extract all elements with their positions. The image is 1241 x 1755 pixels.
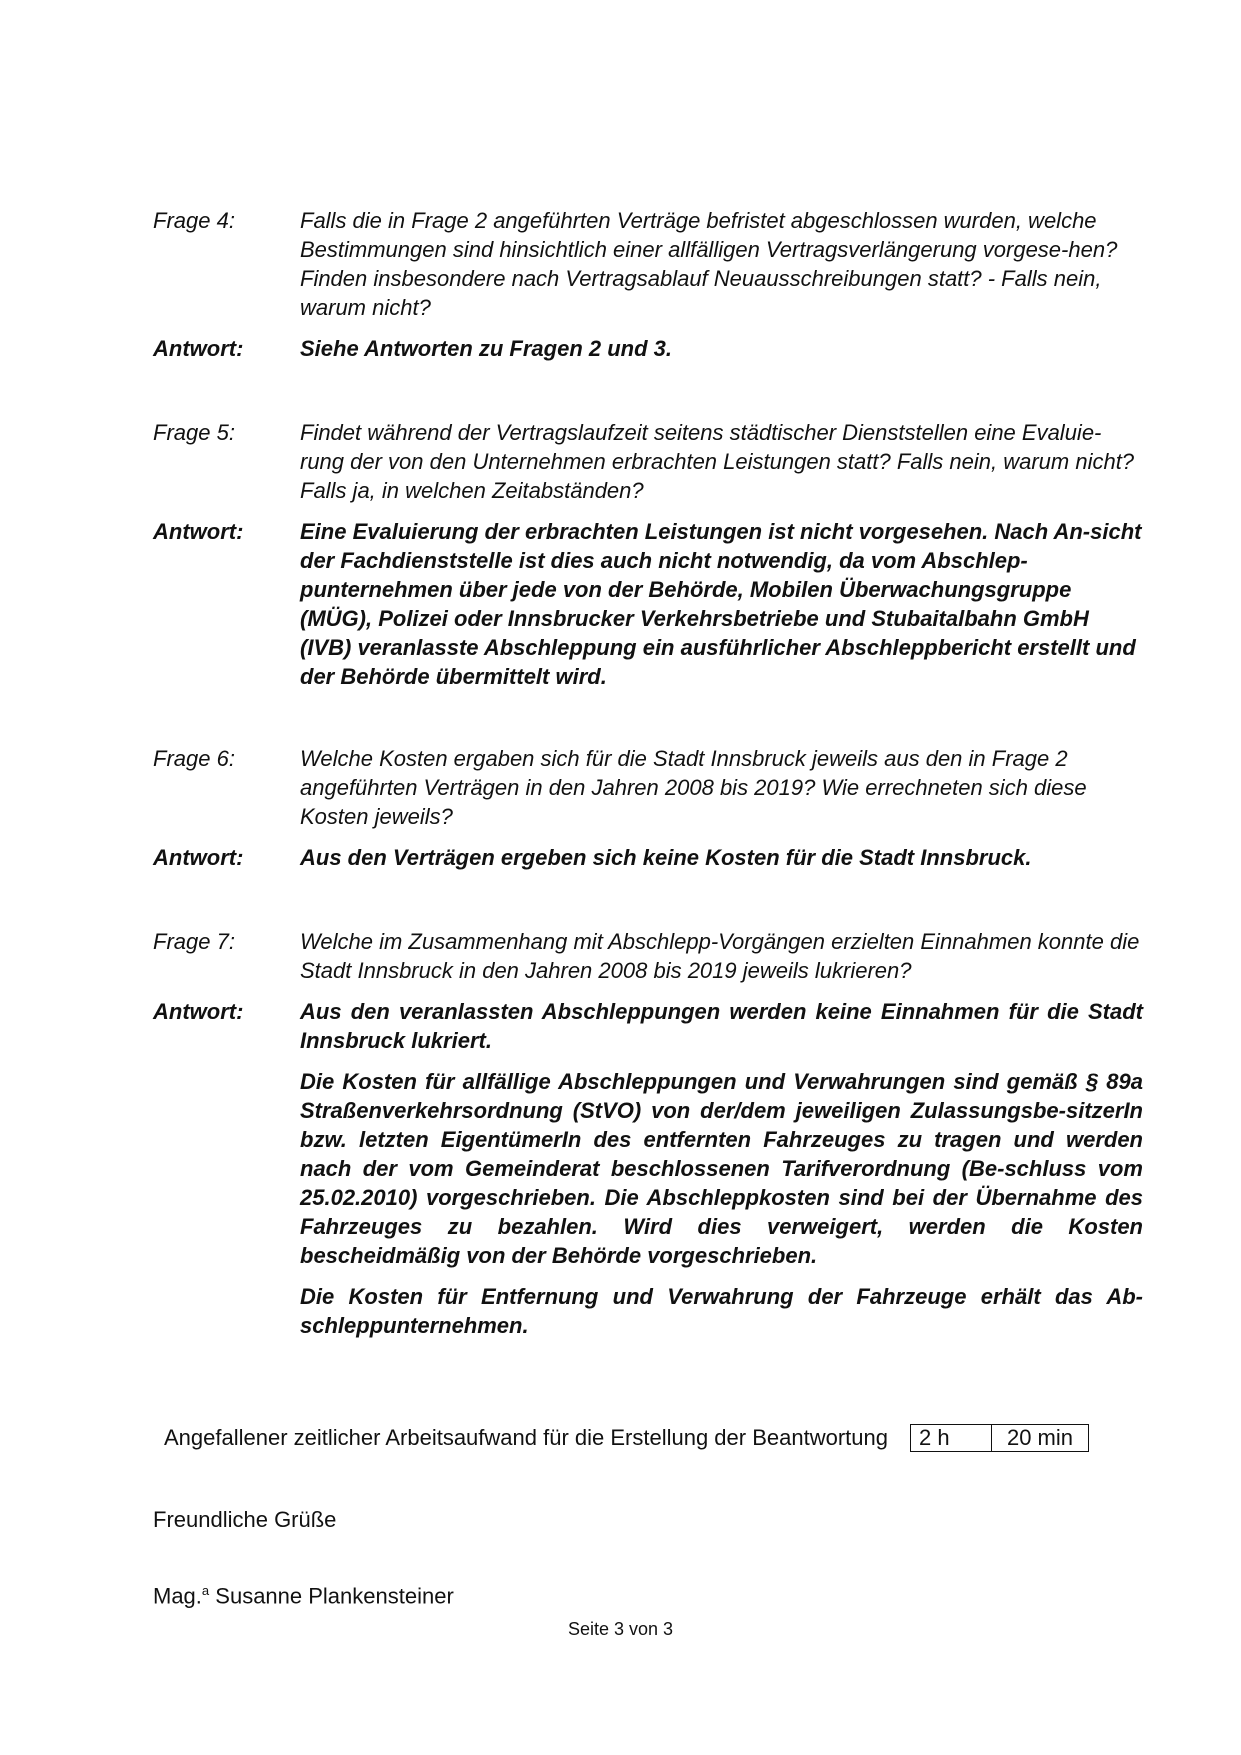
question-block-6 bbox=[153, 744, 1143, 884]
answer-row bbox=[153, 334, 1143, 375]
closing-greeting: Freundliche Grüße bbox=[153, 1507, 337, 1532]
question-text: Welche im Zusammenhang mit Abschlepp-Vorgängen erzielten Einnahmen konnte die Stadt Innsbruck in den Jahren 2008 bis 2019 jeweils lukrieren? bbox=[300, 929, 1140, 983]
signature-name: Susanne Plankensteiner bbox=[215, 1583, 454, 1609]
answer-text: Die Kosten für Entfernung und Verwahrung der Fahrzeuge erhält das Ab-schleppunternehmen. bbox=[300, 1284, 1143, 1338]
question-text: Findet während der Vertragslaufzeit seitens städtischer Dienststellen eine Evaluie-rung der von den Unternehmen erbrachten Leistungen statt? Falls nein, warum nicht? Falls ja, in welchen Zeitabständen? bbox=[300, 420, 1135, 503]
page-footer: Seite 3 von 3 bbox=[567, 1619, 674, 1639]
effort-hours: 2 h bbox=[911, 1425, 992, 1451]
question-block-5 bbox=[153, 418, 1143, 703]
question-row bbox=[153, 418, 1143, 505]
effort-box bbox=[910, 1424, 1089, 1452]
question-text: Welche Kosten ergaben sich für die Stadt Innsbruck jeweils aus den in Frage 2 angeführten Verträgen in den Jahren 2008 bis 2019? Wie errechneten sich diese Kosten jeweils? bbox=[300, 746, 1087, 829]
answer-row bbox=[153, 997, 1143, 1352]
question-block-7 bbox=[153, 927, 1143, 1352]
answer-label: Antwort: bbox=[153, 845, 244, 870]
answer-text: Eine Evaluierung der erbrachten Leistungen ist nicht vorgesehen. Nach An-sicht der Fachdienststelle ist dies auch nicht notwendig, da vom Abschlep-punternehmen über jede von der Behörde, Mobilen Überwachungsgruppe (MÜG), Polizei oder Innsbrucker Verkehrsbetriebe und Stubaitalbahn GmbH (IVB) veranlasste Abschleppung ein ausführlicher Abschleppbericht erstellt und der Behörde übermittelt wird. bbox=[300, 519, 1142, 689]
answer-text: Siehe Antworten zu Fragen 2 und 3. bbox=[300, 336, 673, 361]
effort-minutes: 20 min bbox=[1006, 1424, 1073, 1450]
signature-prefix: Mag. bbox=[153, 1583, 202, 1609]
answer-label: Antwort: bbox=[153, 999, 244, 1024]
signature bbox=[153, 1576, 454, 1610]
answer-row bbox=[153, 517, 1143, 703]
answer-text: Aus den Verträgen ergeben sich keine Kosten für die Stadt Innsbruck. bbox=[300, 845, 1032, 870]
question-label: Frage 5: bbox=[153, 420, 235, 445]
effort-row bbox=[164, 1423, 1089, 1452]
effort-label: Angefallener zeitlicher Arbeitsaufwand für die Erstellung der Beantwortung bbox=[164, 1425, 888, 1450]
question-block-4 bbox=[153, 206, 1143, 375]
question-row bbox=[153, 927, 1143, 985]
answer-text: Aus den veranlassten Abschleppungen werden keine Einnahmen für die Stadt Innsbruck lukriert. bbox=[300, 999, 1143, 1053]
answer-row bbox=[153, 843, 1143, 884]
answer-text: Die Kosten für allfällige Abschleppungen und Verwahrungen sind gemäß § 89a Straßenverkehrsordnung (StVO) von der/dem jeweiligen Zulassungsbe-sitzerIn bzw. letzten EigentümerIn des entfernten Fahrzeuges zu tragen und werden nach der vom Gemeinderat beschlossenen Tarifverordnung (Be-schluss vom 25.02.2010) vorgeschrieben. Die Abschleppkosten sind bei der Übernahme des Fahrzeuges zu bezahlen. Wird dies verweigert, werden die Kosten bescheidmäßig von der Behörde vorgeschrieben. bbox=[300, 1069, 1143, 1268]
question-label: Frage 4: bbox=[153, 208, 235, 233]
signature-sup: a bbox=[201, 1583, 210, 1598]
question-row bbox=[153, 744, 1143, 831]
answer-label: Antwort: bbox=[153, 336, 244, 361]
question-label: Frage 6: bbox=[153, 746, 235, 771]
question-label: Frage 7: bbox=[153, 929, 235, 954]
question-row bbox=[153, 206, 1143, 322]
answer-label: Antwort: bbox=[153, 519, 244, 544]
question-text: Falls die in Frage 2 angeführten Verträge befristet abgeschlossen wurden, welche Bestimmungen sind hinsichtlich einer allfälligen Vertragsverlängerung vorgese-hen? Finden insbesondere nach Vertragsablauf Neuausschreibungen statt? - Falls nein, warum nicht? bbox=[300, 208, 1118, 320]
